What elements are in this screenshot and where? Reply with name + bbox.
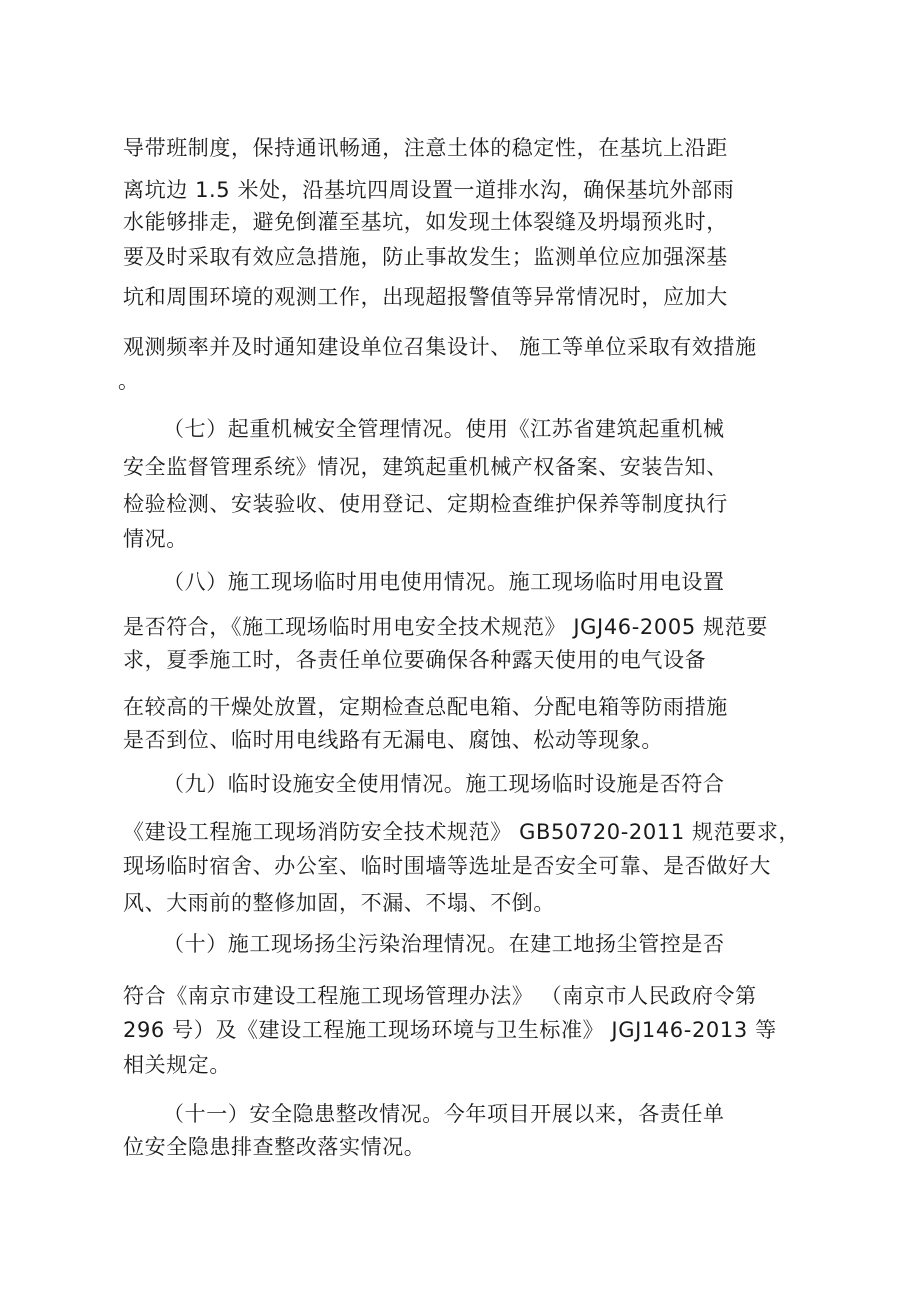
body-text-line: 。 bbox=[118, 369, 140, 393]
body-text-line: 水能够排走，避免倒灌至基坑，如发现土体裂缝及坍塌预兆时， bbox=[123, 210, 728, 234]
section-heading-line: （八）施工现场临时用电使用情况。施工现场临时用电设置 bbox=[163, 570, 725, 594]
section-heading-line: （十一）安全隐患整改情况。今年项目开展以来，各责任单 bbox=[163, 1102, 725, 1126]
body-text-line: 296 号）及《建设工程施工现场环境与卫生标准》 JGJ146-2013 等 bbox=[123, 1018, 777, 1042]
body-text-line: 相关规定。 bbox=[123, 1053, 231, 1077]
section-heading-line: （七）起重机械安全管理情况。使用《江苏省建筑起重机械 bbox=[163, 417, 725, 441]
body-text-line: 风、大雨前的整修加固，不漏、不塌、不倒。 bbox=[123, 891, 555, 915]
body-text-line: 符合《南京市建设工程施工现场管理办法》 （南京市人民政府令第 bbox=[123, 984, 757, 1008]
body-text-line: 安全监督管理系统》情况，建筑起重机械产权备案、安装告知、 bbox=[123, 455, 728, 479]
body-text-line: 离坑边 1.5 米处，沿基坑四周设置一道排水沟，确保基坑外部雨 bbox=[123, 178, 735, 202]
body-text-line: 要及时采取有效应急措施，防止事故发生；监测单位应加强深基 bbox=[123, 245, 728, 269]
body-text-line: 位安全隐患排查整改落实情况。 bbox=[123, 1135, 426, 1159]
body-text-line: 坑和周围环境的观测工作，出现超报警值等异常情况时，应加大 bbox=[123, 285, 728, 309]
section-heading-line: （十）施工现场扬尘污染治理情况。在建工地扬尘管控是否 bbox=[163, 932, 725, 956]
body-text-line: 《建设工程施工现场消防安全技术规范》 GB50720-2011 规范要求， bbox=[123, 820, 801, 844]
body-text-line: 检验检测、安装验收、使用登记、定期检查维护保养等制度执行 bbox=[123, 492, 728, 516]
body-text-line: 是否到位、临时用电线路有无漏电、腐蚀、松动等现象。 bbox=[123, 728, 663, 752]
body-text-line: 情况。 bbox=[123, 527, 188, 551]
body-text-line: 观测频率并及时通知建设单位召集设计、 施工等单位采取有效措施 bbox=[123, 335, 757, 359]
body-text-line: 现场临时宿舍、办公室、临时围墙等选址是否安全可靠、是否做好大 bbox=[123, 854, 771, 878]
body-text-line: 导带班制度，保持通讯畅通，注意土体的稳定性，在基坑上沿距 bbox=[123, 136, 728, 160]
body-text-line: 是否符合，《施工现场临时用电安全技术规范》 JGJ46-2005 规范要 bbox=[123, 615, 768, 639]
body-text-line: 求，夏季施工时，各责任单位要确保各种露天使用的电气设备 bbox=[123, 648, 707, 672]
body-text-line: 在较高的干燥处放置，定期检查总配电箱、分配电箱等防雨措施 bbox=[123, 695, 728, 719]
section-heading-line: （九）临时设施安全使用情况。施工现场临时设施是否符合 bbox=[163, 772, 725, 796]
